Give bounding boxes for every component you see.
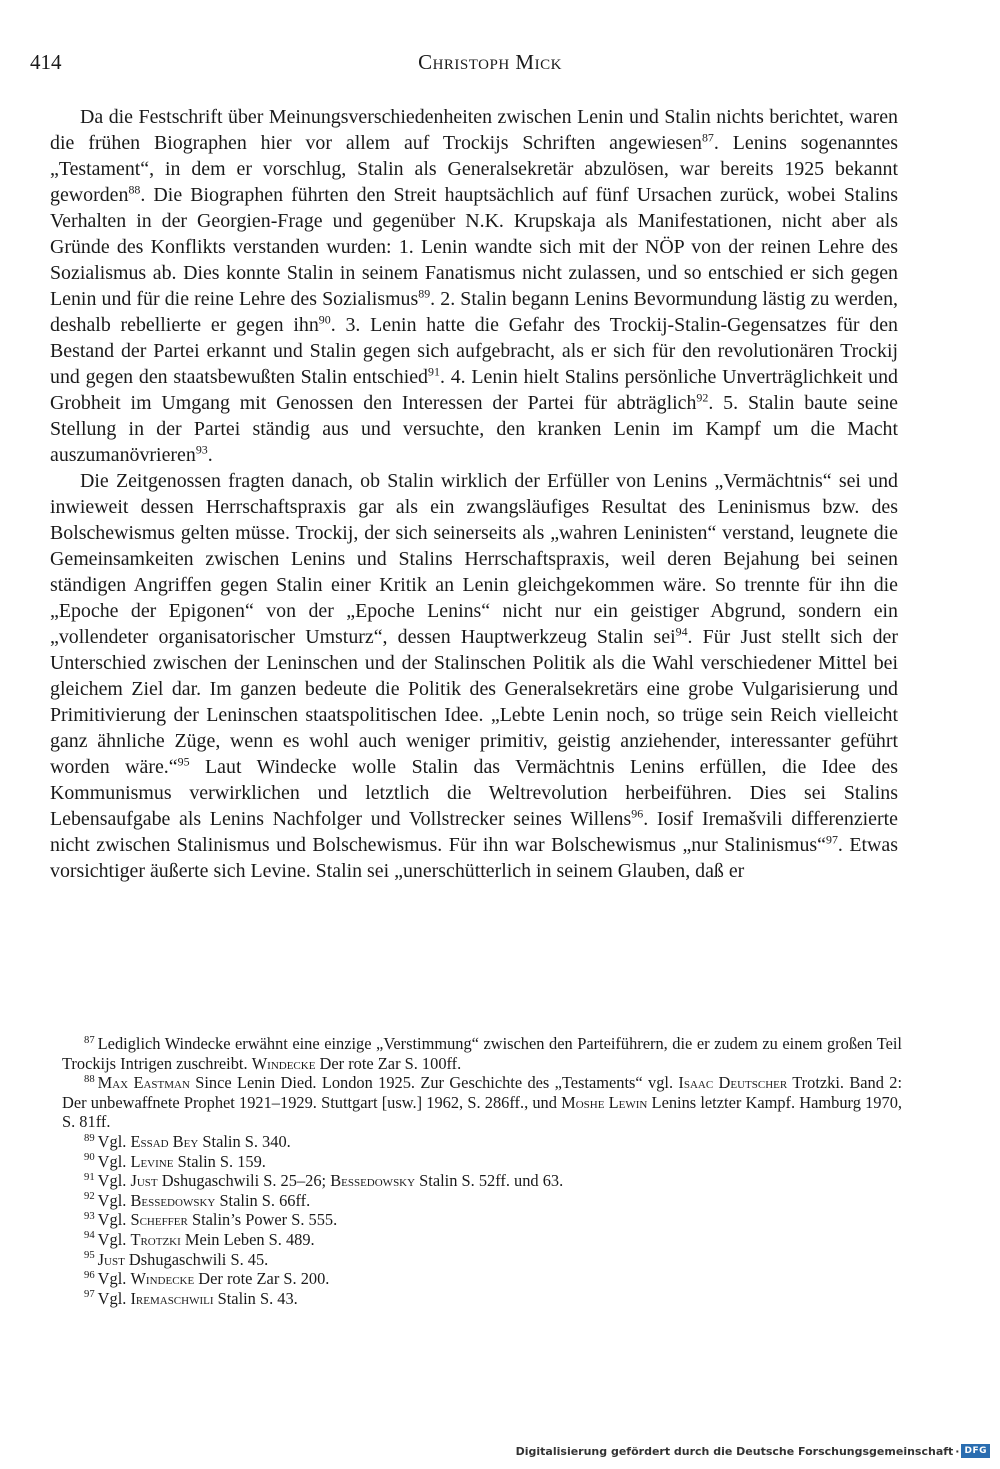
footnote-ref-93[interactable]: 93 [195,442,208,457]
footnote-text: Trotzki. Band 2: Der unbewaffnete Prophet 1921–1929. Stuttgart [usw.] 1962, S. 286ff., und [62,1073,902,1112]
page-number: 414 [30,50,62,74]
footnote-number: 90 [84,1152,95,1164]
author-name: Windecke [251,1053,316,1073]
footnote-ref-87[interactable]: 87 [701,130,714,145]
footnote-text: Vgl. [97,1288,131,1308]
footnote-text: Vgl. [97,1151,131,1171]
author-name: Iremaschwili [130,1288,214,1308]
footnote-92 [62,1191,902,1211]
footnote-number: 87 [84,1034,95,1046]
text-run: Da die Festschrift über Meinungsverschiedenheiten zwischen Lenin und Stalin nichts berichtet, waren die frühen Biographen hier vor allem auf Trockijs Schriften angewiesen [50,106,898,154]
author-name: Bessedowsky [130,1190,216,1210]
text-run: . 2. Stalin begann Lenins Bevormundung lästig zu werden, deshalb rebellierte er gegen ihn [50,288,898,336]
digitization-banner [516,1442,990,1460]
author-name: Just [97,1249,125,1269]
footnote-89 [62,1132,902,1152]
footnote-94 [62,1230,902,1250]
text-run: . 3. Lenin hatte die Gefahr des Trockij-Stalin-Gegensatzes für den Bestand der Partei erkannt und Stalin gegen sich aufgebracht, als er sich für den revolutionären Trockij und gegen den staatsbewußten Stalin entschied [50,314,898,388]
footnote-text: Vgl. [97,1131,131,1151]
footnote-number: 91 [84,1171,95,1183]
footnote-ref-91[interactable]: 91 [428,364,440,379]
author-name: Levine [130,1151,174,1171]
footnote-93 [62,1210,902,1230]
footnote-text: Vgl. [97,1269,131,1289]
footnote-text: Vgl. [97,1229,131,1249]
footnote-text: Lenins letzter Kampf. Hamburg 1970, S. 81ff. [62,1092,902,1132]
footnote-88 [62,1073,902,1132]
author-name: Windecke [130,1269,195,1289]
footnote-ref-90[interactable]: 90 [318,312,331,327]
text-run: . 5. Stalin baute seine Stellung in der Partei ständig aus und versuchte, den kranken Lenin im Kampf um die Macht auszumanövrieren [50,392,899,466]
footnote-91 [62,1171,902,1191]
footnote-text: Mein Leben S. 489. [180,1229,315,1249]
footnote-87 [62,1034,902,1073]
banner-separator: · [955,1444,960,1458]
footnote-ref-89[interactable]: 89 [418,286,431,301]
footnote-text: Der rote Zar S. 100ff. [315,1053,462,1073]
dfg-logo-icon: DFG [961,1444,990,1458]
footnote-text: Der rote Zar S. 200. [194,1269,330,1289]
text-run: . 4. Lenin hielt Stalins persönliche Unverträglichkeit und Grobheit im Umgang mit Genossen den Interessen der Partei für abträglich [50,366,898,414]
footnote-ref-95[interactable]: 95 [177,754,190,769]
footnote-text: Since Lenin Died. London 1925. Zur Geschichte des „Testaments“ vgl. [189,1073,679,1093]
footnote-number: 93 [84,1210,95,1222]
author-name: Essad Bey [130,1131,199,1151]
page-header [30,40,950,74]
author-name: Bessedowsky [330,1171,416,1191]
text-run: . Iosif Iremašvili differenzierte nicht zwischen Stalinismus und Bolschewismus. Für ihn war Bolschewismus „nur Stalinismus“ [50,808,898,856]
text-run: Laut Windecke wolle Stalin das Vermächtnis Lenins erfüllen, die Idee des Kommunismus verwirklichen und letztlich die Weltrevolution herbeiführen. Dies sei Stalins Lebensaufgabe als Lenins Nachfolger und Vollstrecker seines Willens [50,756,898,830]
paragraph-1 [50,104,898,468]
footnote-ref-96[interactable]: 96 [631,806,644,821]
author-name: Scheffer [130,1210,188,1230]
footnote-text: Vgl. [97,1190,131,1210]
text-run: . [207,444,213,466]
footnote-number: 95 [84,1250,95,1262]
paragraph-2 [50,468,898,884]
banner-text: Digitalisierung gefördert durch die Deutsche Forschungsgemeinschaft [515,1444,954,1458]
footnote-text: Lediglich Windecke erwähnt eine einzige „Verstimmung“ zwischen den Parteiführern, die er zudem zu einem großen Teil Trockijs Intrigen zuschreibt. [62,1034,902,1073]
author-name: Trotzki [130,1229,181,1249]
footnote-95 [62,1250,902,1270]
footnotes [62,1034,902,1308]
footnote-ref-92[interactable]: 92 [696,390,709,405]
running-head: Christoph Mick [418,50,562,74]
footnote-ref-97[interactable]: 97 [825,832,838,847]
footnote-text: Stalin S. 159. [173,1151,266,1171]
footnote-text: Dshugaschwili S. 45. [124,1249,269,1269]
footnote-number: 88 [84,1073,95,1085]
footnote-text: Stalin S. 43. [213,1288,298,1308]
footnote-number: 97 [84,1289,95,1301]
footnote-number: 94 [84,1230,95,1242]
author-name: Max Eastman [97,1073,190,1093]
text-run: . Die Biographen führten den Streit hauptsächlich auf fünf Ursachen zurück, wobei Stalins Verhalten in der Georgien-Frage und gegenüber N.K. Krupskaja als Manifestationen, nicht aber als Gründe des Konflikts verstanden wurden: 1. Lenin wandte sich mit der NÖP von der reinen Lehre des Sozialismus ab. Dies konnte Stalin in seinem Fanatismus nicht zulassen, und so entschied er sich gegen Lenin und für die reine Lehre des Sozialismus [50,184,898,310]
text-run: Die Zeitgenossen fragten danach, ob Stalin wirklich der Erfüller von Lenins „Vermächtnis“ sei und inwieweit dessen Herrschaftspraxis gar als ein zwangsläufiges Resultat des Leninismus bzw. des Bolschewismus gelten müsse. Trockij, der sich seinerseits als „wahren Leninisten“ verstand, leugnete die Gemeinsamkeiten zwischen Lenins und Stalins Herrschaftspraxis, weil deren Bejahung bei seinen ständigen Angriffen gegen Stalin einer Kritik an Lenin gleichgekommen wäre. So trennte für ihn die „Epoche der Epigonen“ von der „Epoche Lenins“ nicht nur ein geistiger Abgrund, sondern ein „vollendeter organisatorischer Umsturz“, dessen Hauptwerkzeug Stalin sei [50,470,898,648]
footnote-text: Stalin S. 66ff. [215,1190,311,1210]
text-run: . Für Just stellt sich der Unterschied zwischen der Leninschen und der Stalinschen Politik als die Wahl verschiedener Mittel bei gleichem Ziel dar. Im ganzen bedeute die Politik des Generalsekretärs eine grobe Vulgarisierung und Primitivierung der Leninschen staatspolitischen Idee. „Lebte Lenin noch, so trüge sein Reich vielleicht ganz ähnliche Züge, wenn es wohl auch weniger primitiv, geistig anziehender, interessanter geführt worden wäre.“ [50,626,898,778]
footnote-number: 96 [84,1269,95,1281]
body-text [50,104,898,884]
footnote-90 [62,1152,902,1172]
footnote-text: Vgl. [97,1210,131,1230]
footnote-text: Dshugaschwili S. 25–26; [157,1171,331,1191]
footnote-number: 92 [84,1191,95,1203]
footnote-text: Stalin S. 340. [198,1131,291,1151]
footnote-ref-94[interactable]: 94 [675,624,688,639]
footnote-97 [62,1289,902,1309]
author-name: Just [130,1171,158,1191]
author-name: Moshe Lewin [561,1092,648,1112]
footnote-ref-88[interactable]: 88 [128,182,141,197]
text-run: . Lenins sogenanntes „Testament“, in dem er vorschlug, Stalin als Generalsekretär abzulösen, war bereits 1925 bekannt geworden [50,132,898,206]
text-run: . Etwas vorsichtiger äußerte sich Levine. Stalin sei „unerschütterlich in seinem Glauben, daß er [50,834,898,882]
footnote-text: Stalin S. 52ff. und 63. [415,1171,564,1191]
footnote-text: Stalin’s Power S. 555. [187,1210,338,1230]
footnote-text: Vgl. [97,1171,131,1191]
author-name: Isaac Deutscher [678,1073,788,1093]
footnote-number: 89 [84,1132,95,1144]
footnote-96 [62,1269,902,1289]
